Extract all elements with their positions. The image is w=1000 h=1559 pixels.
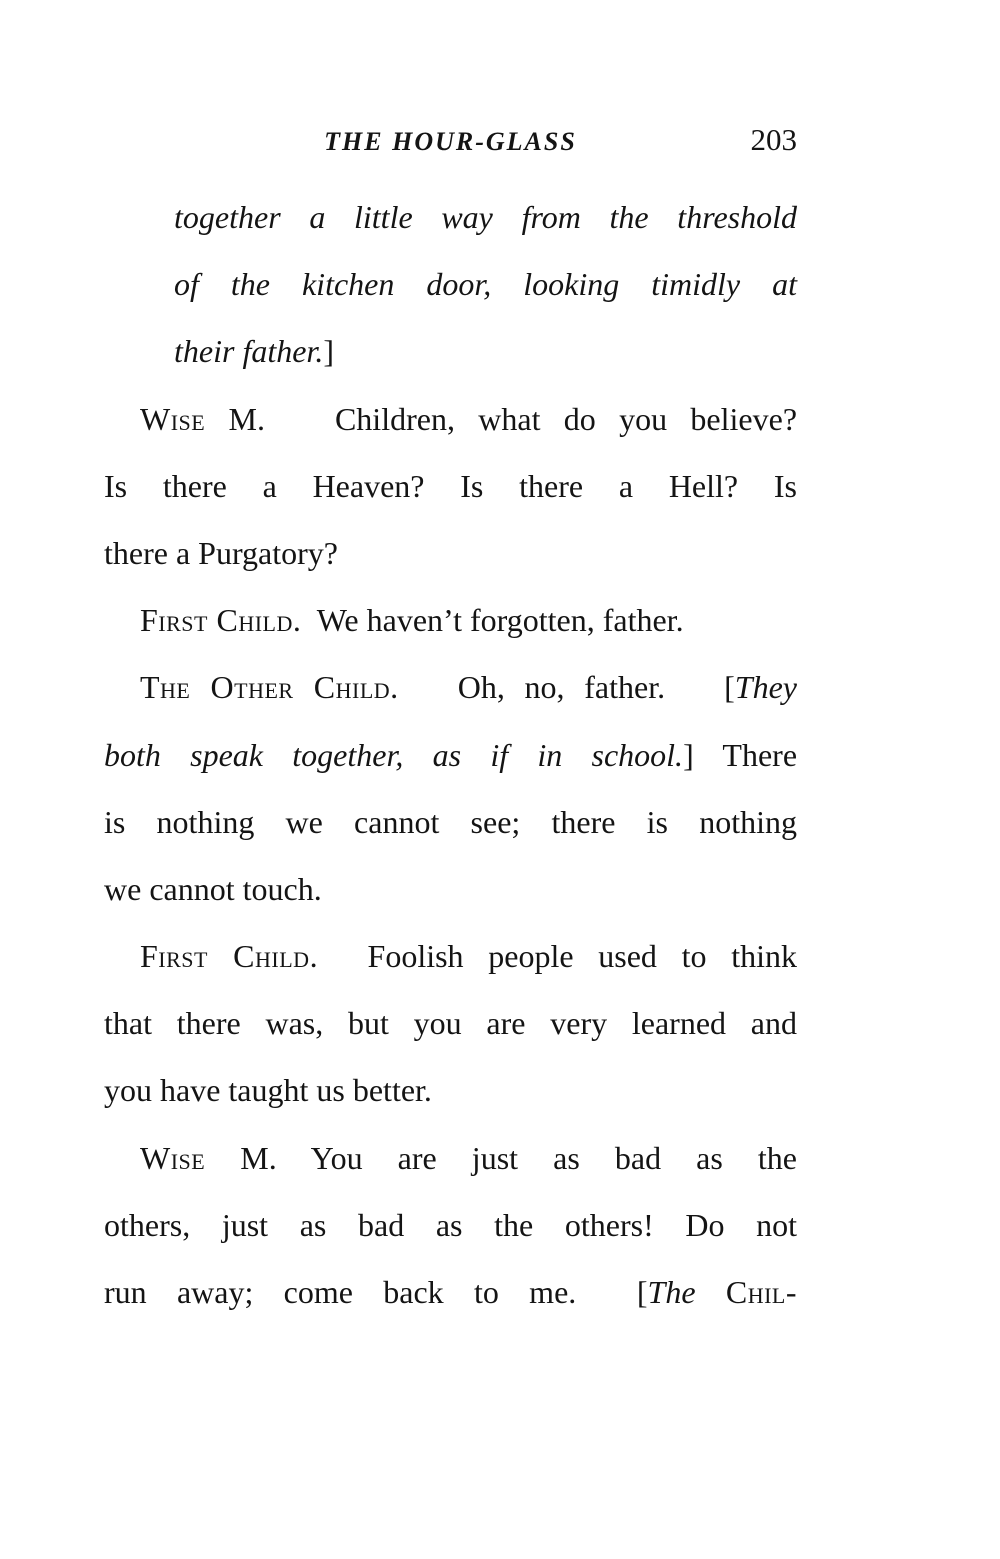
speaker-label: Wise [140, 400, 206, 437]
speaker-name: First Child. [140, 602, 302, 639]
stage-direction-open [724, 669, 797, 705]
speech-text: We haven’t forgotten, father. [316, 602, 684, 639]
play-text [104, 184, 797, 1326]
speech-text: You are just as bad as the [310, 1139, 798, 1176]
stage-direction-close [104, 737, 694, 773]
speaker-label: Wise [140, 1139, 206, 1176]
speaker-suffix: M. [205, 400, 265, 437]
speech-text: There [722, 736, 798, 773]
speaker-name [140, 1140, 277, 1176]
speaker-name: First Child. [140, 938, 319, 975]
speech-text: Oh, no, father. [457, 669, 666, 706]
stage-direction-line: of the kitchen door, looking timidly at [174, 266, 797, 303]
stage-direction-text: their father. [174, 333, 324, 370]
speech-line [104, 722, 797, 789]
speaker-name [140, 401, 265, 437]
stage-direction-text: They [734, 669, 797, 706]
stage-direction-text: The [647, 1274, 696, 1310]
speech-line: is nothing we cannot see; there is nothing [104, 803, 797, 840]
speaker-suffix: M. [205, 1139, 277, 1176]
speech-line [104, 1259, 797, 1326]
bracket: [ [636, 1274, 648, 1310]
speech-text: Foolish people used to think [367, 938, 798, 975]
speech-text: run away; come back to me. [104, 1274, 577, 1310]
page-number: 203 [750, 122, 797, 157]
stage-direction-text: both speak together, as if in school. [104, 736, 684, 773]
bracket: ] [323, 333, 334, 370]
running-title: THE HOUR-GLASS [324, 127, 577, 156]
stage-direction-open [637, 1274, 797, 1310]
stage-direction-caps: Chil- [725, 1274, 798, 1310]
bracket: [ [724, 669, 735, 706]
bracket: ] [683, 736, 694, 773]
speech-line: that there was, but you are very learned and [104, 1005, 797, 1042]
speech-line [104, 587, 797, 654]
running-head [104, 118, 797, 168]
speech-line [104, 654, 797, 721]
speech-text: Children, what do you believe? [334, 400, 798, 437]
speaker-name: The Other Child. [140, 669, 399, 706]
speech-line [104, 1125, 797, 1192]
speech-line: Is there a Heaven? Is there a Hell? Is [104, 467, 797, 504]
speech-line: you have taught us better. [104, 1072, 432, 1109]
stage-direction-line: together a little way from the threshold [174, 199, 797, 235]
speech-line [104, 386, 797, 453]
speech-line: there a Purgatory? [104, 534, 338, 571]
speech-line [104, 923, 797, 990]
stage-direction-line [104, 318, 797, 385]
speech-line: others, just as bad as the others! Do not [104, 1206, 797, 1243]
speech-line: we cannot touch. [104, 870, 322, 907]
